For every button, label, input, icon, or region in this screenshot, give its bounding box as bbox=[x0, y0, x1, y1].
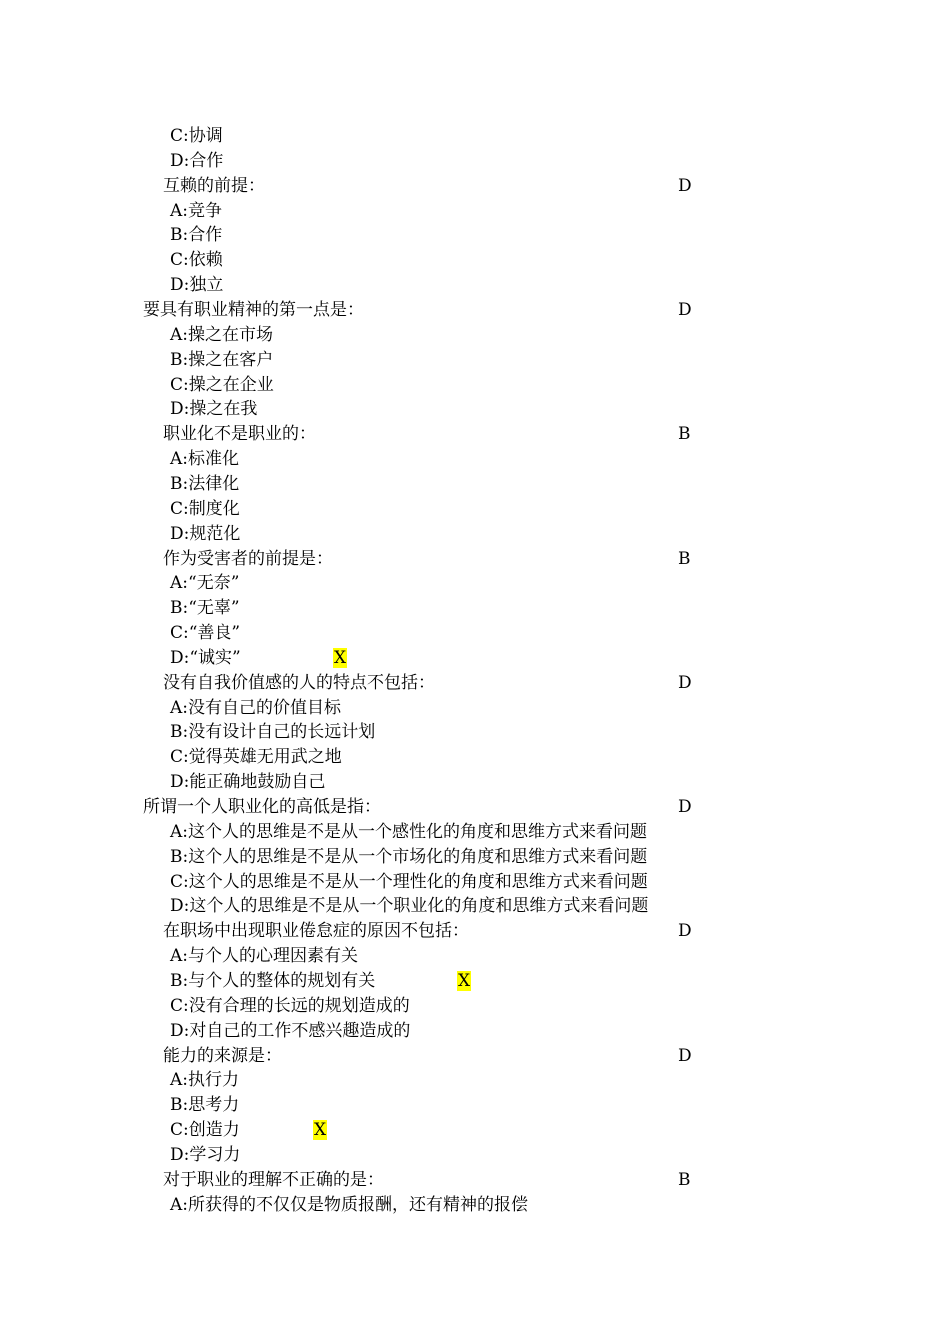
option-line bbox=[0, 472, 950, 496]
option-text: B:法律化 bbox=[170, 473, 240, 494]
answer-key: B bbox=[678, 424, 691, 445]
option-line bbox=[0, 1068, 950, 1092]
option-line bbox=[0, 745, 950, 769]
option-text: A:执行力 bbox=[170, 1070, 240, 1091]
option-line bbox=[0, 124, 950, 148]
question-text: 互赖的前提： bbox=[163, 175, 265, 196]
option-line bbox=[0, 1118, 950, 1142]
question-text: 在职场中出现职业倦怠症的原因不包括： bbox=[163, 921, 469, 942]
option-line bbox=[0, 696, 950, 720]
option-text: C:依赖 bbox=[170, 250, 223, 271]
question-text: 职业化不是职业的： bbox=[163, 424, 316, 445]
question-line bbox=[0, 919, 950, 943]
answer-key: D bbox=[678, 797, 692, 817]
question-text: 作为受害者的前提是： bbox=[163, 548, 333, 569]
option-text: C:觉得英雄无用武之地 bbox=[170, 747, 342, 768]
option-line bbox=[0, 248, 950, 272]
option-line bbox=[0, 149, 950, 173]
question-line bbox=[0, 795, 950, 819]
question-line bbox=[0, 1168, 950, 1192]
option-text: D:这个人的思维是不是从一个职业化的角度和思维方式来看问题 bbox=[170, 896, 649, 917]
option-text: C:操之在企业 bbox=[170, 374, 274, 395]
option-text: C:这个人的思维是不是从一个理性化的角度和思维方式来看问题 bbox=[170, 871, 648, 892]
option-text: B:与个人的整体的规划有关 bbox=[170, 970, 376, 991]
option-text: C:创造力 bbox=[170, 1120, 240, 1140]
option-text: A:标准化 bbox=[170, 449, 240, 470]
option-line bbox=[0, 323, 950, 347]
option-text: B:这个人的思维是不是从一个市场化的角度和思维方式来看问题 bbox=[170, 846, 648, 867]
option-line bbox=[0, 944, 950, 968]
answer-key: D bbox=[678, 300, 692, 320]
option-line bbox=[0, 994, 950, 1018]
question-text: 能力的来源是： bbox=[163, 1045, 282, 1066]
option-text: A:竞争 bbox=[170, 200, 223, 221]
option-line bbox=[0, 1093, 950, 1117]
option-text: A:与个人的心理因素有关 bbox=[170, 946, 359, 967]
option-line bbox=[0, 1019, 950, 1043]
option-text: C:协调 bbox=[170, 126, 223, 146]
wrong-mark-highlight: X bbox=[458, 970, 471, 991]
option-text: D:学习力 bbox=[170, 1144, 241, 1165]
answer-key: D bbox=[678, 921, 692, 942]
option-text: D:合作 bbox=[170, 150, 224, 171]
option-line bbox=[0, 397, 950, 421]
answer-key: B bbox=[678, 1169, 691, 1190]
wrong-mark-highlight: X bbox=[334, 647, 347, 668]
option-line bbox=[0, 820, 950, 844]
option-line bbox=[0, 621, 950, 645]
option-line bbox=[0, 596, 950, 620]
option-line bbox=[0, 199, 950, 223]
option-line bbox=[0, 497, 950, 521]
answer-key: D bbox=[678, 672, 692, 693]
option-text: C:制度化 bbox=[170, 498, 240, 519]
option-line bbox=[0, 870, 950, 894]
option-line bbox=[0, 373, 950, 397]
option-line bbox=[0, 646, 950, 670]
question-line bbox=[0, 174, 950, 198]
question-line bbox=[0, 422, 950, 446]
option-text: A:这个人的思维是不是从一个感性化的角度和思维方式来看问题 bbox=[170, 821, 648, 842]
question-line bbox=[0, 1044, 950, 1068]
option-text: D:操之在我 bbox=[170, 399, 258, 420]
option-text: D:规范化 bbox=[170, 523, 241, 544]
question-line bbox=[0, 671, 950, 695]
option-line bbox=[0, 845, 950, 869]
option-line bbox=[0, 273, 950, 297]
question-text: 所谓一个人职业化的高低是指： bbox=[143, 797, 381, 817]
option-text: B:“无辜” bbox=[170, 598, 240, 619]
option-line bbox=[0, 571, 950, 595]
option-text: B:没有设计自己的长远计划 bbox=[170, 722, 376, 743]
option-text: D:“诚实” bbox=[170, 647, 241, 668]
answer-key: B bbox=[678, 548, 691, 569]
option-line bbox=[0, 1143, 950, 1167]
option-line bbox=[0, 348, 950, 372]
question-text: 对于职业的理解不正确的是： bbox=[163, 1169, 384, 1190]
option-line bbox=[0, 447, 950, 471]
option-text: B:操之在客户 bbox=[170, 349, 274, 370]
question-text: 没有自我价值感的人的特点不包括： bbox=[163, 672, 435, 693]
option-line bbox=[0, 1193, 950, 1217]
option-text: C:没有合理的长远的规划造成的 bbox=[170, 995, 410, 1016]
option-text: A:“无奈” bbox=[170, 573, 240, 594]
question-line bbox=[0, 547, 950, 571]
question-line bbox=[0, 298, 950, 322]
option-line bbox=[0, 969, 950, 993]
option-text: C:“善良” bbox=[170, 623, 241, 643]
option-text: D:独立 bbox=[170, 275, 224, 296]
option-text: A:所获得的不仅仅是物质报酬，还有精神的报偿 bbox=[170, 1194, 529, 1215]
option-line bbox=[0, 770, 950, 794]
option-text: A:没有自己的价值目标 bbox=[170, 697, 342, 718]
option-line bbox=[0, 522, 950, 546]
option-line bbox=[0, 720, 950, 744]
option-text: A:操之在市场 bbox=[170, 324, 274, 345]
option-text: D:能正确地鼓励自己 bbox=[170, 772, 326, 793]
option-line bbox=[0, 223, 950, 247]
option-text: B:思考力 bbox=[170, 1095, 240, 1116]
answer-key: D bbox=[678, 1045, 692, 1066]
wrong-mark-highlight: X bbox=[314, 1120, 327, 1140]
answer-key: D bbox=[678, 175, 692, 196]
option-text: D:对自己的工作不感兴趣造成的 bbox=[170, 1020, 411, 1041]
option-line bbox=[0, 894, 950, 918]
option-text: B:合作 bbox=[170, 225, 223, 246]
question-text: 要具有职业精神的第一点是： bbox=[143, 300, 364, 320]
